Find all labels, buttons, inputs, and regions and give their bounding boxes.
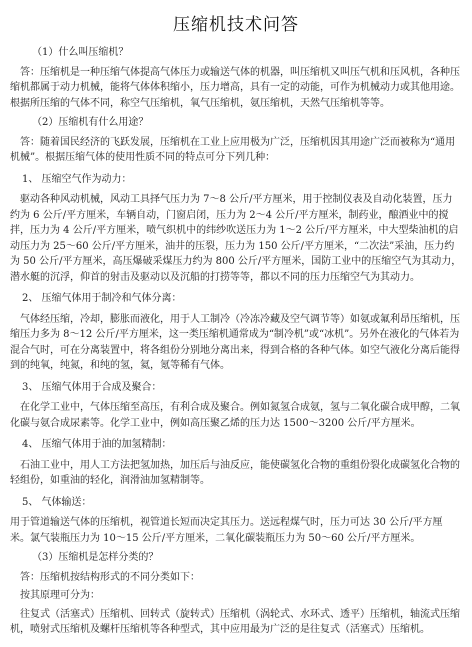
section-3-paragraph: 在化学工业中，气体压缩至高压，有利合成及聚合。例如氮氢合成氨，氢与二氧化碳合成甲醇，二氧化碳与氨合成尿素等。化学工业中，例如高压聚乙烯的压力达 1500～3200 公斤/平方厘米。 — [10, 402, 460, 429]
section-2-paragraph: 气体经压缩，冷却，膨胀而液化，用于人工制冷（冷冻冷藏及空气调节等）如氨或氟利昂压缩机，压缩压力多为 8～12 公斤/平方厘米，这一类压缩机通常成为“制冷机”或“冰机”。另外在液化的气体若为混合气时，可在分离装置中，将各组份分别地分离出来，得到合格的各种气体。如空气液化分离后能得到的纯氧，纯氮，和纯的氢，氦，氪等稀有气体。 — [10, 313, 460, 371]
answer-3-detail: 往复式（活塞式）压缩机、回转式（旋转式）压缩机（涡轮式、水环式、透平）压缩机，轴流式压缩机，喷射式压缩机及螺杆压缩机等各种型式，其中应用最为广泛的是往复式（活塞式）压缩机。 — [10, 608, 460, 635]
section-heading-1: 1、 压缩空气作为动力： — [22, 173, 132, 185]
question-1: （1）什么叫压缩机？ — [32, 47, 129, 58]
answer-1-paragraph: 答：压缩机是一种压缩气体提高气体压力或输送气体的机器，叫压缩机又叫压气机和压风机，各种压缩机都属于动力机械，能将气体体积缩小，压力增高，具有一定的动能，可作为机械动力或其他用途。根据所压缩的气体不同，称空气压缩机，氧气压缩机，氨压缩机，天然气压缩机等等。 — [10, 66, 460, 109]
section-5-paragraph: 用于管道输送气体的压缩机，视管道长短而决定其压力。送远程煤气时，压力可达 30 公斤/平方厘米。氯气装瓶压力为 10～15 公斤/平方厘米，二氧化碳装瓶压力为 50～60 公斤/平方厘米。 — [10, 517, 443, 544]
question-2: （2）压缩机有什么用途？ — [32, 117, 149, 128]
answer-2-paragraph: 答：随着国民经济的飞跃发展，压缩机在工业上应用极为广泛，压缩机因其用途广泛而被称为“通用机械”。根据压缩气体的使用性质不同的特点可分下列几种： — [10, 136, 456, 163]
section-heading-2: 2、 压缩气体用于制冷和气体分离： — [22, 293, 182, 304]
section-4-paragraph: 石油工业中，用人工方法把氢加热，加压后与油反应，能使碳氢化合物的重组份裂化成碳氢化合物的轻组份，如重油的轻化，润滑油加氢精制等。 — [10, 459, 460, 486]
question-3: （3）压缩机是怎样分类的？ — [32, 552, 159, 563]
section-1-paragraph: 驱动各种风动机械，风动工具择气压力为 7～8 公斤/平方厘米，用于控制仪表及自动化装置，压力约为 6 公斤/平方厘米，车辆自动，门窗启闭，压力为 2～4 公斤/平方厘米，制药业，酿酒业中的搅拌，压力为 4 公斤/平方厘米，喷气织机中的纬纱吹送压力为 1～2 公斤/平方厘米，中大型柴油机的启动压力为 25～60 公斤/平方厘米，油井的压裂，压力为 150 公斤/平方厘米，“二次法”采油，压力约为 50 公斤/平方厘米，高压爆破采煤压力约为 800 公斤/平方厘米，国防工业中的压缩空气为其动力，潜水艇的沉浮，仰首的射击及驱动以及沉船的打捞等等，都以不同的压力压缩空气为其动力。 — [10, 194, 462, 283]
answer-3-paragraph: 答：压缩机按结构形式的不同分类如下： — [20, 571, 200, 583]
section-heading-4: 4、 压缩气体用于油的加氢精制： — [22, 439, 172, 450]
section-heading-5: 5、 气体输送： — [22, 496, 92, 508]
document-title: 压缩机技术问答 — [173, 15, 299, 35]
section-heading-3: 3、 压缩气体用于合成及聚合： — [22, 381, 162, 393]
answer-3-subheading: 按其原理可分为： — [20, 590, 100, 601]
